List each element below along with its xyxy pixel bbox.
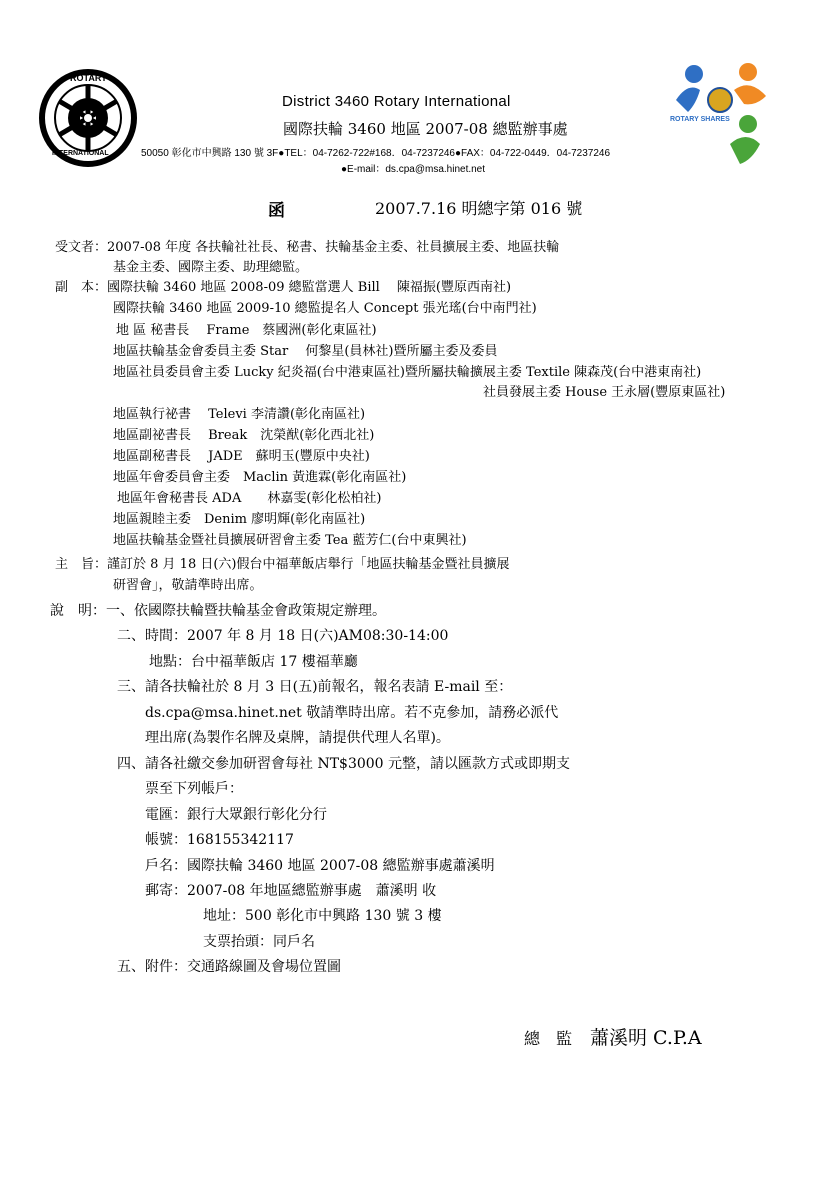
explanation-line: 地點：台中福華飯店 17 樓福華廳 [149, 654, 358, 670]
rotary-logo-text-bottom: INTERNATIONAL [52, 150, 109, 157]
explanation-line: 帳號：168155342117 [145, 832, 294, 848]
signature-title: 總 監 [524, 1029, 573, 1048]
cc-line: 地區社員委員會主委 Lucky 紀炎福(台中港東區社)暨所屬扶輪擴展主委 Textile 陳森茂(台中港東南社) [113, 365, 702, 380]
cc-line: 地區親睦主委 Denim 廖明輝(彰化南區社) [113, 512, 366, 527]
letter-reference: 2007.7.16 明總字第 016 號 [375, 199, 583, 218]
explanation-line: 戶名：國際扶輪 3460 地區 2007-08 總監辦事處蕭溪明 [145, 858, 495, 874]
cc-line: 地區年會委員會主委 Maclin 黃進霖(彰化南區社) [113, 470, 407, 485]
cc-line: 社員發展主委 House 王永層(豐原東區社) [483, 385, 726, 400]
recipients-line: 受文者：2007-08 年度 各扶輪社社長、秘書、扶輪基金主委、社員擴展主委、地區扶輪 [55, 240, 560, 255]
explanation-line: ds.cpa@msa.hinet.net 敬請準時出席。若不克參加，請務必派代 [145, 705, 559, 721]
explanation-line: 三、請各扶輪社於 8 月 3 日(五)前報名，報名表請 E-mail 至： [117, 679, 513, 695]
rotary-shares-logo [668, 60, 774, 168]
explanation-line: 四、請各社繳交參加研習會每社 NT$3000 元整，請以匯款方式或即期支 [117, 756, 571, 772]
org-name-en: District 3460 Rotary International [282, 93, 511, 110]
org-name-zh: 國際扶輪 3460 地區 2007-08 總監辦事處 [283, 120, 568, 138]
cc-line: 地區扶輪基金會委員主委 Star 何黎星(員林社)暨所屬主委及委員 [113, 344, 498, 359]
subject-line: 主 旨：謹訂於 8 月 18 日(六)假台中福華飯店舉行「地區扶輪基金暨社員擴展 [55, 557, 510, 572]
explanation-line: 票至下列帳戶： [145, 781, 243, 797]
explanation-line: 理出席(為製作名牌及桌牌，請提供代理人名單)。 [145, 730, 450, 746]
contact-email: ●E-mail：ds.cpa@msa.hinet.net [341, 164, 486, 175]
cc-line: 地 區 秘書長 Frame 蔡國洲(彰化東區社) [116, 323, 377, 338]
cc-line: 副 本：國際扶輪 3460 地區 2008-09 總監當選人 Bill 陳福振(豐原西南社) [55, 280, 512, 295]
subject-line: 研習會」，敬請準時出席。 [113, 578, 263, 593]
cc-line: 地區副祕書長 Break 沈榮猷(彰化西北社) [113, 428, 375, 443]
explanation-line: 地址：500 彰化市中興路 130 號 3 樓 [203, 908, 442, 924]
explanation-line: 說 明：一、依國際扶輪暨扶輪基金會政策規定辦理。 [50, 603, 386, 619]
explanation-line: 二、時間：2007 年 8 月 18 日(六)AM08:30-14:00 [117, 628, 449, 644]
cc-line: 地區副秘書長 JADE 蘇明玉(豐原中央社) [113, 449, 370, 464]
explanation-line: 五、附件：交通路線圖及會場位置圖 [117, 959, 341, 975]
cc-line: 國際扶輪 3460 地區 2009-10 總監提名人 Concept 張光瑤(台中南門社) [113, 301, 537, 316]
rotary-logo-text-top: ROTARY [70, 73, 107, 83]
cc-line: 地區執行祕書 Televi 李清讚(彰化南區社) [113, 407, 366, 422]
signature-name: 蕭溪明 C.P.A [590, 1027, 702, 1049]
recipients-line: 基金主委、國際主委、助理總監。 [113, 260, 309, 275]
explanation-line: 電匯：銀行大眾銀行彰化分行 [145, 807, 327, 823]
contact-info: 50050 彰化市中興路 130 號 3F●TEL：04-7262-722#168．04-7237246●FAX：04-722-0449．04-7237246 [141, 148, 611, 159]
rotary-shares-label: ROTARY SHARES [670, 116, 730, 123]
explanation-line: 郵寄：2007-08 年地區總監辦事處 蕭溪明 收 [145, 883, 437, 899]
letter-title: 函 [268, 201, 285, 221]
cc-line: 地區扶輪基金暨社員擴展研習會主委 Tea 藍芳仁(台中東興社) [113, 533, 467, 548]
explanation-line: 支票抬頭：同戶名 [203, 934, 315, 950]
cc-line: 地區年會秘書長 ADA 林嘉雯(彰化松柏社) [117, 491, 382, 506]
